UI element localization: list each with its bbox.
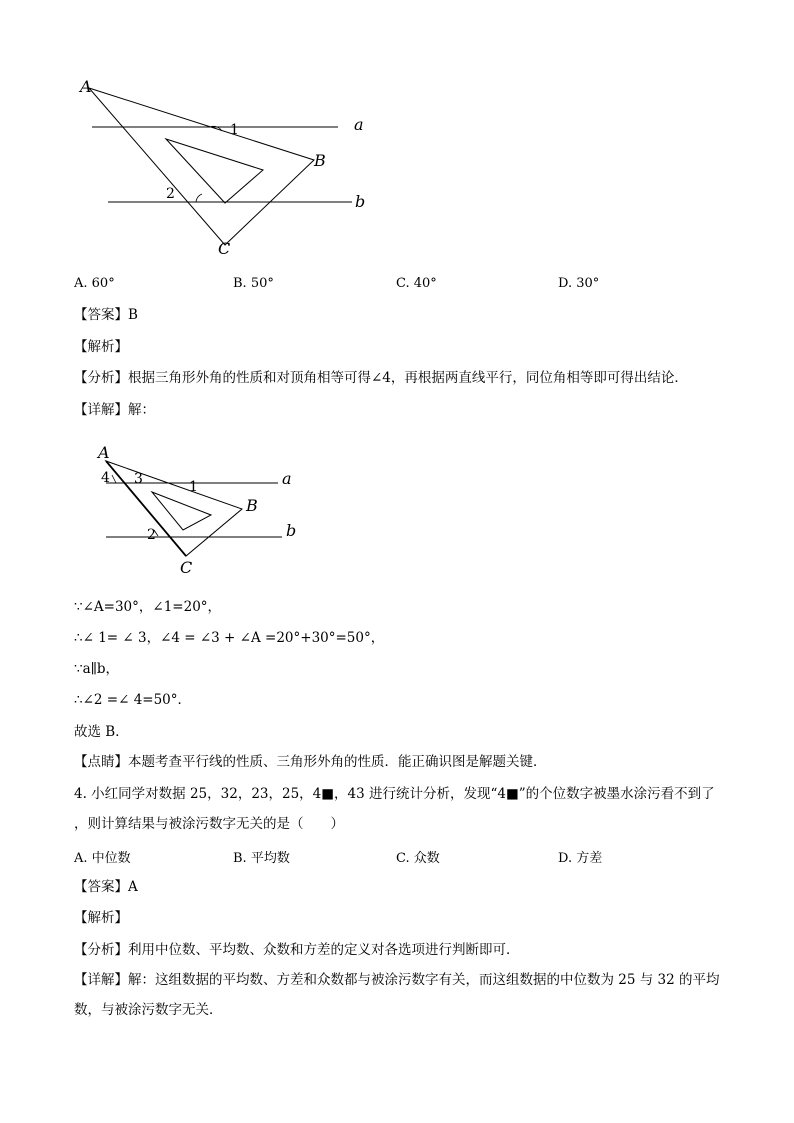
outer-triangle — [89, 88, 314, 245]
label-C: C — [218, 239, 231, 258]
figure-2-triangle-diagram — [94, 440, 324, 585]
q4-stem-line-2: ，则计算结果与被涂污数字无关的是（ ） — [74, 816, 344, 832]
label-A: A — [98, 443, 110, 462]
q3-options — [74, 276, 734, 298]
inner-triangle — [152, 492, 211, 530]
angle-4-mark — [112, 475, 116, 483]
q3-option-b[interactable]: B. 50° — [233, 276, 274, 291]
q4-xiangjie: 【详解】解：这组数据的平均数、方差和众数都与被涂污数字有关，而这组数据的中位数为 25 与 32 的平均数，与被涂污数字无关． — [74, 972, 720, 1018]
q3-option-a[interactable]: A. 60° — [74, 276, 115, 291]
q4-option-a[interactable]: A. 中位数 — [74, 851, 131, 866]
q3-step-4: ∴∠2 =∠ 4=50°． — [74, 692, 192, 708]
q3-step-5: 故选 B． — [74, 724, 129, 740]
q3-option-d[interactable]: D. 30° — [558, 276, 600, 291]
q3-step-2: ∴∠ 1= ∠ 3，∠4 = ∠3 + ∠A =20°+30°=50°， — [74, 630, 385, 646]
q3-fenxi: 【分析】根据三角形外角的性质和对顶角相等可得∠4，再根据两直线平行，同位角相等即可得出结论． — [74, 370, 688, 386]
figure-2-svg — [94, 440, 324, 585]
label-angle-1: 1 — [189, 479, 198, 495]
label-B: B — [314, 151, 326, 170]
label-angle-3: 3 — [134, 471, 143, 487]
q4-stem-line-1: 4. 小红同学对数据 25，32，23，25，4■，43 进行统计分析，发现“4■”的个位数字被墨水涂污看不到了 — [74, 786, 715, 802]
label-B: B — [246, 496, 258, 515]
q3-xiangjie: 【详解】解： — [74, 402, 155, 418]
q4-option-b[interactable]: B. 平均数 — [233, 851, 290, 866]
label-angle-1: 1 — [230, 122, 239, 138]
q4-options — [74, 847, 734, 869]
q4-fenxi: 【分析】利用中位数、平均数、众数和方差的定义对各选项进行判断即可． — [74, 942, 520, 958]
label-line-a: a — [354, 115, 364, 134]
q3-step-3: ∵a∥b， — [74, 661, 120, 677]
angle-2-arc — [196, 194, 202, 202]
label-A: A — [80, 77, 92, 96]
label-line-a: a — [282, 469, 292, 488]
label-angle-2: 2 — [147, 527, 156, 543]
label-angle-4: 4 — [101, 470, 110, 486]
label-line-b: b — [286, 521, 297, 540]
q3-step-1: ∵∠A=30°，∠1=20°， — [74, 599, 222, 615]
figure-1-triangle-diagram — [70, 70, 390, 270]
label-angle-2: 2 — [166, 186, 175, 202]
q4-option-c[interactable]: C. 众数 — [396, 851, 440, 866]
label-C: C — [180, 558, 193, 577]
q3-option-c[interactable]: C. 40° — [396, 276, 437, 291]
figure-1-svg — [70, 70, 390, 270]
q3-analysis-title: 【解析】 — [74, 339, 128, 355]
q4-analysis-title: 【解析】 — [74, 910, 128, 926]
label-line-b: b — [355, 192, 366, 211]
q4-option-d[interactable]: D. 方差 — [558, 851, 603, 866]
q3-answer: 【答案】B — [74, 307, 138, 323]
q4-answer: 【答案】A — [74, 879, 138, 895]
q3-dianjing: 【点睛】本题考查平行线的性质、三角形外角的性质．能正确识图是解题关键． — [74, 754, 547, 770]
